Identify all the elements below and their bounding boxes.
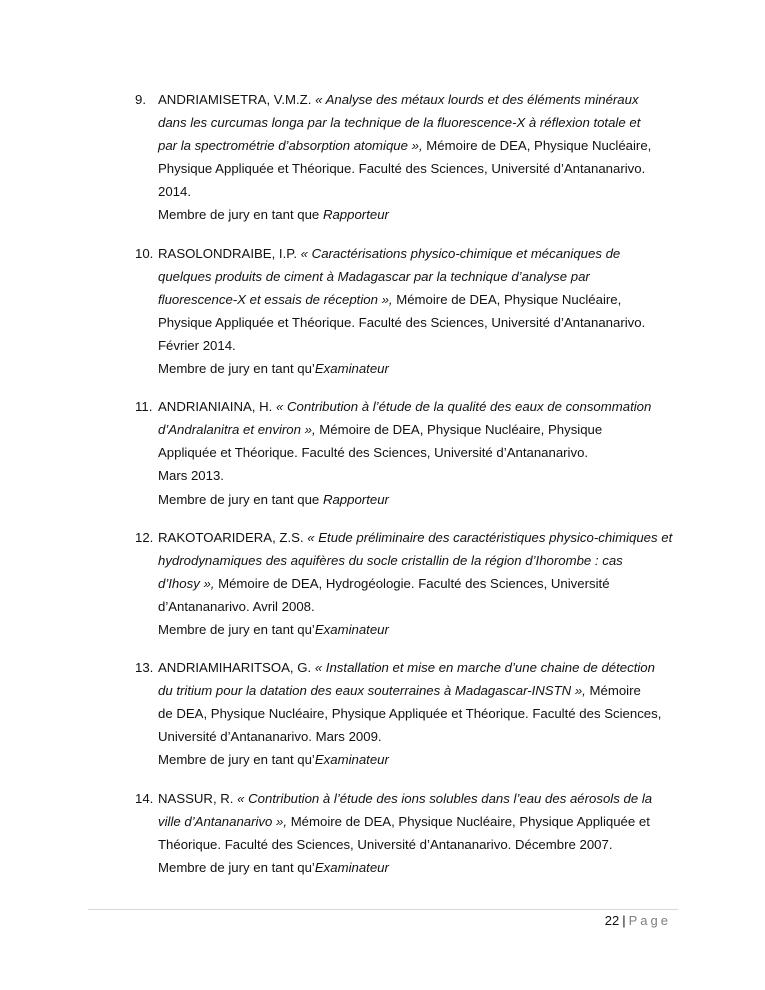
- text: ANDRIAMIHARITSOA, G.: [158, 660, 315, 676]
- entry-line: [158, 418, 680, 441]
- text: Physique Appliquée et Théorique. Faculté des Sciences, Université d’Antananarivo.: [158, 161, 646, 177]
- italic-text: Examinateur: [314, 859, 389, 875]
- text: d’Antananarivo. Avril 2008.: [158, 598, 315, 614]
- text: Université d’Antananarivo. Mars 2009.: [158, 729, 382, 745]
- text: RASOLONDRAIBE, I.P.: [158, 245, 301, 261]
- italic-text: d’Andralanitra et environ »,: [158, 422, 316, 438]
- jury-membership-list: [135, 88, 680, 894]
- entry-line: [158, 488, 680, 511]
- item-number: 13.: [135, 660, 154, 676]
- text: Membre de jury en tant que: [158, 491, 323, 507]
- italic-text: par la spectrométrie d’absorption atomique »,: [158, 138, 423, 154]
- entry-line: [158, 526, 680, 549]
- entry-line: [158, 656, 680, 679]
- text: Membre de jury en tant qu’: [158, 621, 315, 637]
- entry-line: [158, 464, 680, 487]
- item-number: 11.: [135, 399, 153, 415]
- entry-line: [158, 618, 680, 641]
- italic-text: quelques produits de ciment à Madagascar par la technique d’analyse par: [158, 268, 590, 284]
- italic-text: « Analyse des métaux lourds et des éléments minéraux: [315, 92, 639, 107]
- italic-text: Examinateur: [314, 752, 389, 768]
- text: RAKOTOARIDERA, Z.S.: [158, 529, 308, 545]
- entry-line: [158, 549, 680, 572]
- italic-text: « Installation et mise en marche d’une chaine de détection: [314, 660, 655, 676]
- text: Mémoire de DEA, Physique Nucléaire, Physique Appliquée et: [287, 813, 650, 829]
- entry-line: [158, 441, 680, 464]
- entry-line: [158, 288, 680, 311]
- italic-text: Examinateur: [314, 621, 389, 637]
- entry-line: [158, 265, 680, 288]
- entry-line: [158, 856, 680, 879]
- entry-line: [158, 833, 680, 856]
- entry-line: [158, 311, 680, 334]
- list-item: [135, 395, 680, 510]
- text: Mars 2013.: [158, 468, 224, 484]
- italic-text: « Contribution à l’étude des ions solubles dans l’eau des aérosols de la: [237, 790, 653, 806]
- italic-text: Rapporteur: [322, 491, 389, 507]
- text: Mémoire de DEA, Physique Nucléaire,: [392, 291, 622, 307]
- entry-line: [158, 748, 680, 771]
- italic-text: du tritium pour la datation des eaux souterraines à Madagascar-INSTN »,: [158, 683, 586, 699]
- list-item: [135, 526, 680, 641]
- text: Mémoire: [585, 683, 641, 699]
- entry-line: [158, 725, 680, 748]
- entry-line: [158, 595, 680, 618]
- text: Février 2014.: [158, 337, 236, 353]
- footer-separator: |: [622, 913, 626, 928]
- entry-line: [158, 180, 680, 203]
- text: Appliquée et Théorique. Faculté des Sciences, Université d’Antananarivo.: [158, 445, 589, 461]
- text: Membre de jury en tant qu’: [158, 361, 315, 377]
- entry-line: [158, 572, 680, 595]
- text: NASSUR, R.: [158, 790, 238, 806]
- item-number: 12.: [135, 529, 154, 545]
- entry-line: [158, 334, 680, 357]
- entry-line: [158, 357, 680, 380]
- list-item: [135, 242, 680, 381]
- italic-text: dans les curcumas longa par la technique de la fluorescence-X à réflexion totale et: [158, 115, 641, 131]
- entry-line: [158, 134, 680, 157]
- entry-line: [158, 88, 680, 111]
- list-item: [135, 656, 680, 771]
- entry-line: [158, 157, 680, 180]
- text: 2014.: [158, 184, 192, 200]
- item-number: 14.: [135, 790, 154, 806]
- text: ANDRIANIAINA, H.: [158, 399, 276, 415]
- page-footer: [605, 911, 671, 931]
- text: Physique Appliquée et Théorique. Faculté des Sciences, Université d’Antananarivo.: [158, 314, 646, 330]
- entry-line: [158, 242, 680, 265]
- text: Mémoire de DEA, Hydrogéologie. Faculté des Sciences, Université: [214, 575, 610, 591]
- entry-line: [158, 203, 680, 226]
- item-number: 10.: [135, 245, 154, 261]
- entry-line: [158, 810, 680, 833]
- text: de DEA, Physique Nucléaire, Physique Appliquée et Théorique. Faculté des Sciences,: [158, 706, 662, 722]
- italic-text: « Caractérisations physico-chimique et mécaniques de: [300, 245, 621, 261]
- page-label: Page: [628, 913, 671, 928]
- footer-divider: [88, 909, 678, 910]
- italic-text: fluorescence-X et essais de réception »,: [158, 291, 393, 307]
- entry-line: [158, 111, 680, 134]
- italic-text: « Contribution à l’étude de la qualité des eaux de consommation: [275, 399, 652, 415]
- list-item: [135, 787, 680, 879]
- entry-line: [158, 702, 680, 725]
- text: Membre de jury en tant que: [158, 207, 323, 223]
- entry-line: [158, 679, 680, 702]
- italic-text: d’Ihosy »,: [158, 575, 215, 591]
- item-number: 9.: [135, 92, 146, 107]
- italic-text: « Etude préliminaire des caractéristiques physico-chimiques et: [307, 529, 673, 545]
- entry-line: [158, 395, 680, 418]
- page-number: 22: [604, 913, 620, 928]
- text: Membre de jury en tant qu’: [158, 752, 315, 768]
- entry-line: [158, 787, 680, 810]
- italic-text: Examinateur: [314, 361, 389, 377]
- text: ANDRIAMISETRA, V.M.Z.: [158, 92, 316, 107]
- text: Théorique. Faculté des Sciences, Université d’Antananarivo. Décembre 2007.: [158, 836, 613, 852]
- text: Mémoire de DEA, Physique Nucléaire, Physique: [315, 422, 603, 438]
- italic-text: Rapporteur: [322, 207, 389, 223]
- text: Membre de jury en tant qu’: [158, 859, 315, 875]
- italic-text: hydrodynamiques des aquifères du socle cristallin de la région d’Ihorombe : cas: [158, 552, 623, 568]
- text: Mémoire de DEA, Physique Nucléaire,: [422, 138, 652, 154]
- italic-text: ville d’Antananarivo »,: [158, 813, 288, 829]
- list-item: [135, 88, 680, 227]
